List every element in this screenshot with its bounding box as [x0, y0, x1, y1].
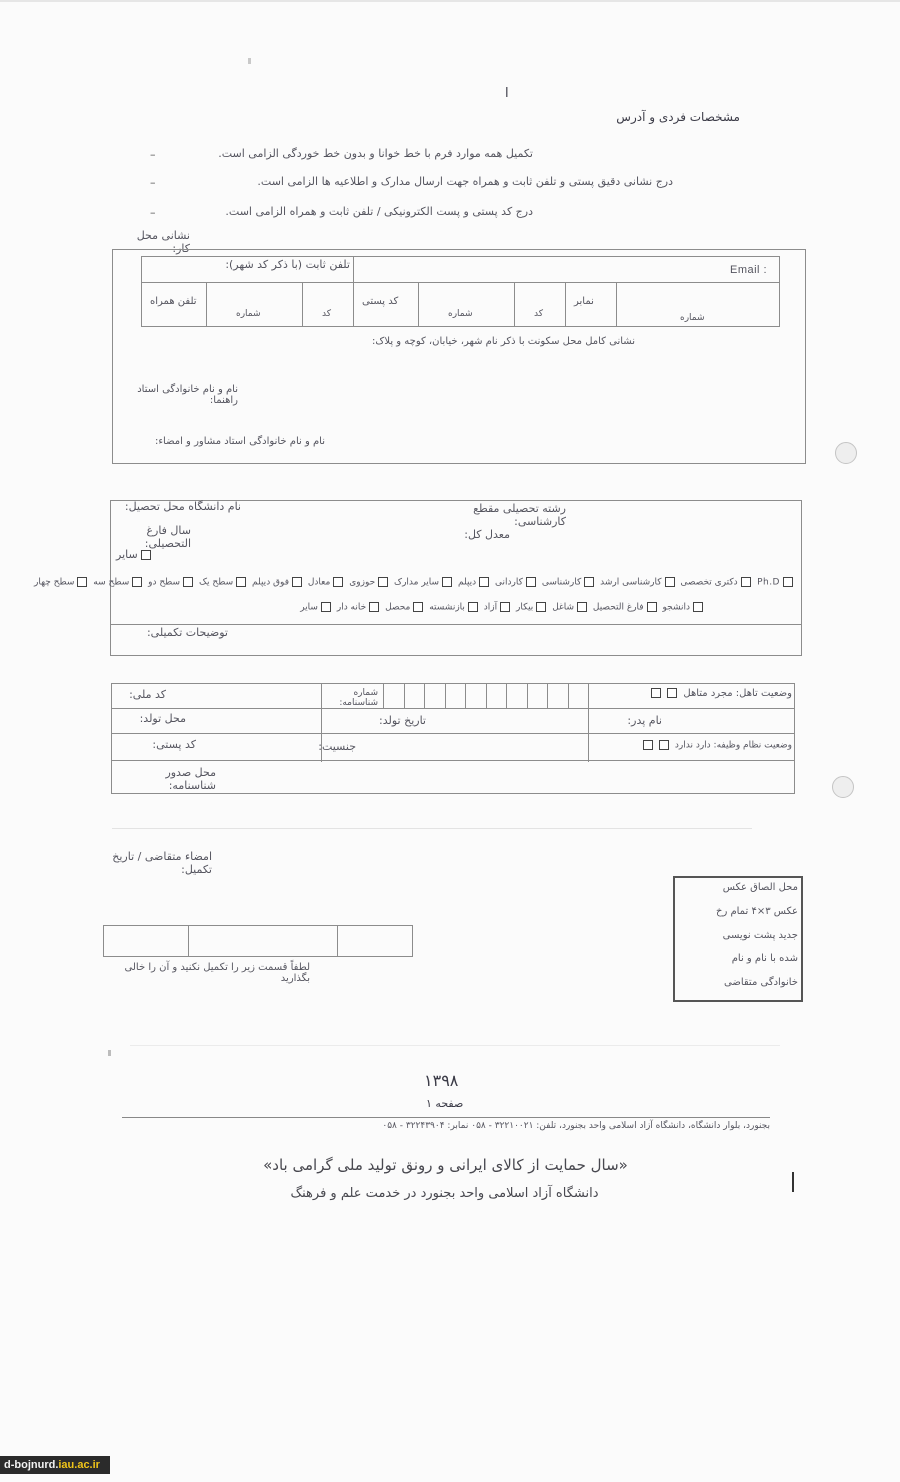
checkbox[interactable] [741, 577, 751, 587]
photo-box-line: خانوادگی متقاضی [724, 977, 798, 988]
degree-option: دیپلم [457, 577, 477, 588]
postal-code-cell: کد پستی: [152, 738, 196, 751]
national-id-boxes[interactable] [383, 684, 588, 708]
status-option: آزاد [483, 602, 498, 613]
number-sub-label: شماره [236, 309, 261, 319]
degree-option: سایر مدارک [394, 577, 440, 588]
status-option: بیکار [516, 602, 534, 613]
status-option: دانشجو [662, 602, 690, 613]
digit-box[interactable] [527, 684, 548, 708]
digit-box[interactable] [465, 684, 486, 708]
office-use-caption: لطفاً قسمت زیر را تکمیل نکنید و آن را خالی بگذارید [124, 962, 310, 984]
other-label: سایر [116, 548, 138, 561]
checkbox[interactable] [479, 577, 489, 587]
mobile-value-cell[interactable] [206, 282, 303, 327]
code-sub-label: کد [322, 309, 332, 319]
advisor-line: نام و نام خانوادگی استاد مشاور و امضاء: [154, 436, 325, 447]
id-number-cell: شماره شناسنامه: [339, 688, 378, 708]
degree-option: کارشناسی ارشد [600, 577, 662, 588]
mobile-label: تلفن همراه [150, 296, 197, 307]
other-option[interactable] [116, 548, 154, 561]
digit-box[interactable] [568, 684, 589, 708]
military-status-text: وضعیت نظام وظیفه: دارد ندارد [674, 740, 792, 751]
photo-box-line: جدید پشت نویسی [722, 930, 798, 941]
page-title: مشخصات فردی و آدرس [616, 110, 740, 124]
phone-label: تلفن ثابت (با ذکر کد شهر): [225, 258, 350, 271]
degree-option: حوزوی [349, 577, 376, 588]
marital-status-cell [592, 688, 792, 699]
degree-checkbox-row [34, 577, 796, 588]
instruction-2: درج نشانی دقیق پستی و تلفن ثابت و همراه جهت ارسال مدارک و اطلاعیه ها الزامی است. [257, 175, 673, 188]
postal-label: کد پستی [362, 296, 399, 307]
gpa-field: معدل کل: [464, 528, 510, 541]
checkbox[interactable] [526, 577, 536, 587]
page-label: صفحه ۱ [426, 1097, 464, 1110]
status-checkbox-row [116, 602, 706, 613]
bullet-dash: – [150, 148, 156, 161]
checkbox[interactable] [132, 577, 142, 587]
hole-punch-mark [832, 776, 854, 798]
checkbox[interactable] [783, 577, 793, 587]
degree-option: کارشناسی [541, 577, 582, 588]
checkbox[interactable] [442, 577, 452, 587]
office-use-table [103, 925, 413, 957]
degree-option: کاردانی [495, 577, 523, 588]
scan-speck [248, 58, 251, 64]
grad-year-field: سال فارغ التحصیلی: [144, 524, 191, 550]
postal-code-cell[interactable] [514, 282, 566, 327]
checkbox[interactable] [577, 602, 587, 612]
military-status-cell [592, 740, 792, 751]
digit-box[interactable] [486, 684, 507, 708]
bullet-dash: – [150, 176, 156, 189]
checkbox[interactable] [693, 602, 703, 612]
degree-option: سطح سه [93, 577, 130, 588]
remarks-label: توضیحات تکمیلی: [146, 626, 228, 639]
checkbox[interactable] [584, 577, 594, 587]
checkbox[interactable] [500, 602, 510, 612]
degree-option: فوق دیپلم [252, 577, 289, 588]
degree-option: Ph.D [757, 577, 780, 588]
hole-punch-mark [835, 442, 857, 464]
table-row [111, 708, 795, 734]
university-field: نام دانشگاه محل تحصیل: [124, 500, 241, 513]
scan-line [130, 1045, 780, 1046]
checkbox[interactable] [183, 577, 193, 587]
checkbox[interactable] [236, 577, 246, 587]
status-option: بازنشسته [429, 602, 465, 613]
checkbox[interactable] [659, 740, 669, 750]
birthplace-cell: محل تولد: [139, 712, 186, 725]
digit-box[interactable] [404, 684, 425, 708]
instruction-3: درج کد پستی و پست الکترونیکی / تلفن ثابت و همراه الزامی است. [225, 205, 533, 218]
checkbox[interactable] [536, 602, 546, 612]
checkbox[interactable] [369, 602, 379, 612]
marital-status-text: وضعیت تاهل: مجرد متاهل [683, 688, 792, 699]
status-option: خانه دار [336, 602, 367, 613]
footer-address: بجنورد، بلوار دانشگاه، دانشگاه آزاد اسلامی واحد بجنورد، تلفن: ۳۲۲۱۰۰۲۱ - ۰۵۸ نمابر: ۳۲۲۴۳۹۰۴ - ۰۵۸ [382, 1121, 770, 1131]
number-sub-label: شماره [680, 313, 705, 323]
checkbox[interactable] [292, 577, 302, 587]
degree-option: دکتری تخصصی [680, 577, 738, 588]
checkbox[interactable] [665, 577, 675, 587]
degree-option: سطح دو [148, 577, 181, 588]
postal-value-cell[interactable] [418, 282, 515, 327]
mobile-code-cell[interactable] [302, 282, 354, 327]
watermark-domain: iau.ac.ir [58, 1459, 100, 1471]
signature-label: امضاء متقاضی / تاریخ تکمیل: [112, 850, 212, 876]
digit-box[interactable] [424, 684, 445, 708]
supervisor-line: نام و نام خانوادگی استاد راهنما: [137, 384, 238, 406]
gender-cell: جنسیت: [318, 740, 356, 753]
email-row [353, 256, 780, 283]
fax-label: نمابر [574, 296, 594, 307]
degree-option: معادل [307, 577, 331, 588]
checkbox[interactable] [141, 550, 151, 560]
digit-box[interactable] [506, 684, 527, 708]
status-option: شاغل [552, 602, 574, 613]
father-name-cell: نام پدر: [627, 714, 662, 727]
photo-box-line: عکس ۳×۴ تمام رخ [715, 906, 798, 917]
instruction-1: تکمیل همه موارد فرم با خط خوانا و بدون خط خوردگی الزامی است. [218, 147, 533, 160]
col-divider [188, 925, 189, 957]
number-sub-label: شماره [448, 309, 473, 319]
checkbox[interactable] [77, 577, 87, 587]
checkbox[interactable] [321, 602, 331, 612]
digit-box[interactable] [445, 684, 466, 708]
national-code-cell: کد ملی: [129, 688, 166, 701]
col-divider [337, 925, 338, 957]
page-number: ۱۳۹۸ [424, 1071, 459, 1090]
status-option: محصل [385, 602, 411, 613]
digit-box[interactable] [383, 684, 404, 708]
scan-top-edge [0, 0, 900, 2]
degree-option: سطح یک [198, 577, 234, 588]
checkbox[interactable] [651, 688, 661, 698]
scan-speck [108, 1050, 111, 1056]
photo-box-line: شده با نام و نام [731, 953, 798, 964]
footer-rule [122, 1117, 770, 1118]
checkbox[interactable] [647, 602, 657, 612]
email-label: Email : [730, 264, 768, 276]
checkbox[interactable] [667, 688, 677, 698]
scan-line [112, 828, 752, 829]
top-mark: ا [505, 86, 509, 101]
status-option: سایر [300, 602, 318, 613]
code-sub-label: کد [534, 309, 544, 319]
section1-label: نشانی محل کار: [136, 229, 190, 255]
digit-box[interactable] [547, 684, 568, 708]
footer-motto: دانشگاه آزاد اسلامی واحد بجنورد در خدمت علم و فرهنگ [290, 1186, 599, 1201]
margin-mark [792, 1172, 794, 1192]
photo-box-line: محل الصاق عکس [722, 882, 798, 893]
checkbox[interactable] [643, 740, 653, 750]
address-note: نشانی کامل محل سکونت با ذکر نام شهر، خیابان، کوچه و پلاک: [372, 336, 635, 347]
checkbox[interactable] [413, 602, 423, 612]
footer-slogan: «سال حمایت از کالای ایرانی و رونق تولید ملی گرامی باد» [263, 1156, 628, 1174]
major-field: رشته تحصیلی مقطع کارشناسی: [473, 502, 566, 528]
checkbox[interactable] [468, 602, 478, 612]
status-option: فارغ التحصیل [592, 602, 644, 613]
watermark-prefix: d-bojnurd. [4, 1459, 59, 1471]
degree-option: سطح چهار [34, 577, 75, 588]
checkbox[interactable] [333, 577, 343, 587]
checkbox[interactable] [378, 577, 388, 587]
bullet-dash: – [150, 206, 156, 219]
col-divider [588, 683, 589, 762]
site-watermark [0, 1456, 110, 1474]
issue-place-cell: محل صدور شناسنامه: [165, 766, 216, 792]
birthdate-cell: تاریخ تولد: [379, 714, 426, 727]
